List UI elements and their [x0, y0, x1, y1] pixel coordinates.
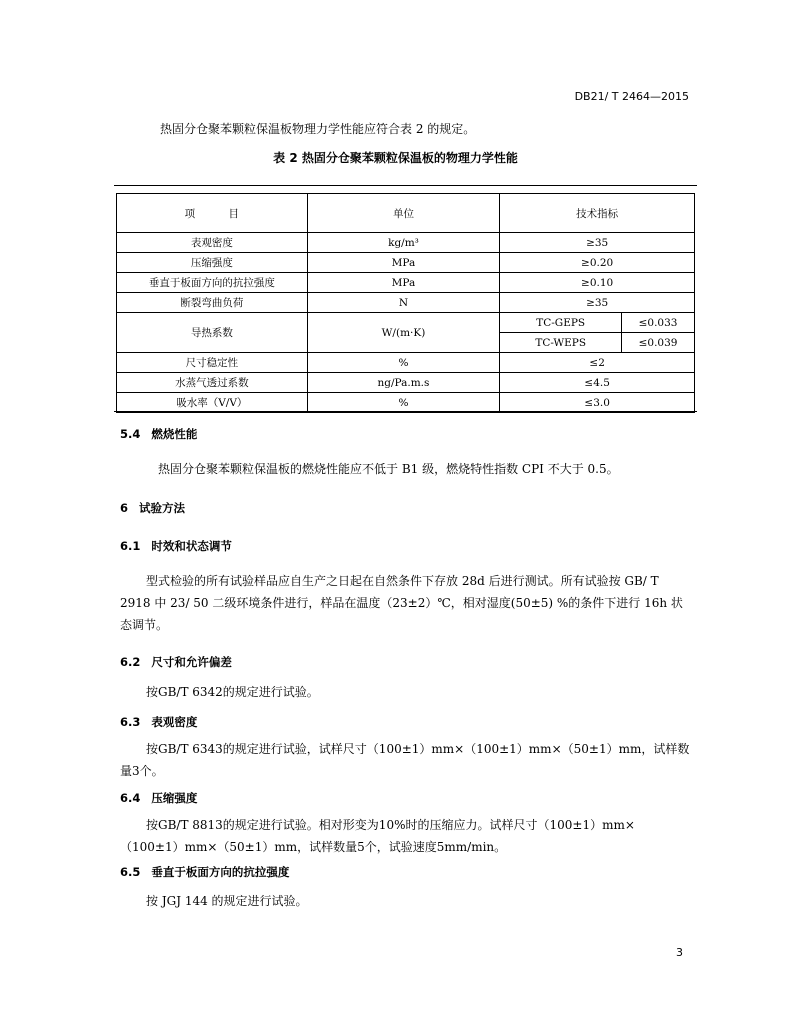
- section-paragraph: 按GB/T 8813的规定进行试验。相对形变为10%时的压缩应力。试样尺寸（100±1）mm×（100±1）mm×（50±1）mm，试样数量5个，试验速度5mm/min。: [120, 818, 635, 854]
- row-spec: ≤3.0: [500, 393, 695, 413]
- row-item: 垂直于板面方向的抗拉强度: [117, 273, 308, 293]
- section-paragraph: 型式检验的所有试验样品应自生产之日起在自然条件下存放 28d 后进行测试。所有试验按 GB/ T 2918 中 23/ 50 二级环境条件进行，样品在温度（23±2）℃，相对湿度(50±5) %的条件下进行 16h 状态调节。: [120, 574, 683, 632]
- row-item: 断裂弯曲负荷: [117, 293, 308, 313]
- row-item: 水蒸气透过系数: [117, 373, 308, 393]
- row-unit: W/(m·K): [307, 313, 500, 353]
- section-heading-6-1: [120, 538, 232, 554]
- section-title: 燃烧性能: [151, 427, 198, 441]
- table-row: [117, 293, 695, 313]
- row-spec: ≤4.5: [500, 373, 695, 393]
- table-row: [117, 233, 695, 253]
- row-item: 表观密度: [117, 233, 308, 253]
- section-title: 试验方法: [138, 501, 185, 515]
- row-unit: ng/Pa.m.s: [307, 373, 500, 393]
- section-paragraph: 按GB/T 6342的规定进行试验。: [146, 685, 319, 699]
- row-unit: kg/m³: [307, 233, 500, 253]
- section-heading-6-5: [120, 864, 289, 880]
- thermal-subtype: TC-WEPS: [500, 333, 622, 353]
- section-paragraph: 按 JGJ 144 的规定进行试验。: [146, 894, 308, 908]
- section-number: 6.3: [120, 715, 141, 729]
- table-row: [117, 393, 695, 413]
- section-heading-5-4: [120, 426, 197, 442]
- row-unit: N: [307, 293, 500, 313]
- section-title: 压缩强度: [151, 791, 198, 805]
- header-spec: 技术指标: [500, 194, 695, 233]
- row-unit: %: [307, 393, 500, 413]
- section-heading-6: [120, 500, 185, 516]
- thermal-subvalue: ≤0.033: [622, 313, 695, 333]
- table-row-thermal: [117, 313, 695, 333]
- thermal-subtype: TC-GEPS: [500, 313, 622, 333]
- thermal-subvalue: ≤0.039: [622, 333, 695, 353]
- row-item: 尺寸稳定性: [117, 353, 308, 373]
- row-spec: ≥35: [500, 233, 695, 253]
- page-number: 3: [676, 946, 683, 959]
- properties-table: [116, 193, 695, 413]
- table-row: [117, 353, 695, 373]
- table-row: [117, 373, 695, 393]
- section-title: 尺寸和允许偏差: [151, 655, 232, 669]
- section-number: 6.5: [120, 865, 141, 879]
- table-caption: 表 2 热固分仓聚苯颗粒保温板的物理力学性能: [273, 151, 518, 165]
- document-code-header: DB21/ T 2464—2015: [574, 90, 689, 103]
- section-number: 5.4: [120, 427, 141, 441]
- row-spec: ≥0.10: [500, 273, 695, 293]
- section-paragraph: 按GB/T 6343的规定进行试验，试样尺寸（100±1）mm×（100±1）mm×（50±1）mm，试样数量3个。: [120, 742, 690, 778]
- table-bottom-rule: [114, 411, 697, 412]
- table-row: [117, 253, 695, 273]
- section-heading-6-4: [120, 790, 197, 806]
- section-heading-6-3: [120, 714, 197, 730]
- row-spec: ≥0.20: [500, 253, 695, 273]
- row-item: 压缩强度: [117, 253, 308, 273]
- section-number: 6.4: [120, 791, 141, 805]
- section-title: 时效和状态调节: [151, 539, 232, 553]
- section-paragraph: 热固分仓聚苯颗粒保温板的燃烧性能应不低于 B1 级，燃烧特性指数 CPI 不大于 0.5。: [158, 462, 619, 476]
- section-number: 6.2: [120, 655, 141, 669]
- row-unit: MPa: [307, 273, 500, 293]
- section-heading-6-2: [120, 654, 232, 670]
- row-unit: %: [307, 353, 500, 373]
- row-item: 导热系数: [117, 313, 308, 353]
- section-title: 垂直于板面方向的抗拉强度: [151, 865, 290, 879]
- table-row: [117, 273, 695, 293]
- row-spec: ≥35: [500, 293, 695, 313]
- section-number: 6: [120, 501, 129, 515]
- row-unit: MPa: [307, 253, 500, 273]
- header-item: 项 目: [117, 194, 308, 233]
- intro-paragraph: 热固分仓聚苯颗粒保温板物理力学性能应符合表 2 的规定。: [160, 122, 476, 136]
- table-top-rule: [114, 185, 697, 186]
- section-number: 6.1: [120, 539, 141, 553]
- table-header-row: [117, 194, 695, 233]
- row-item: 吸水率（V/V）: [117, 393, 308, 413]
- header-unit: 单位: [307, 194, 500, 233]
- section-title: 表观密度: [151, 715, 198, 729]
- row-spec: ≤2: [500, 353, 695, 373]
